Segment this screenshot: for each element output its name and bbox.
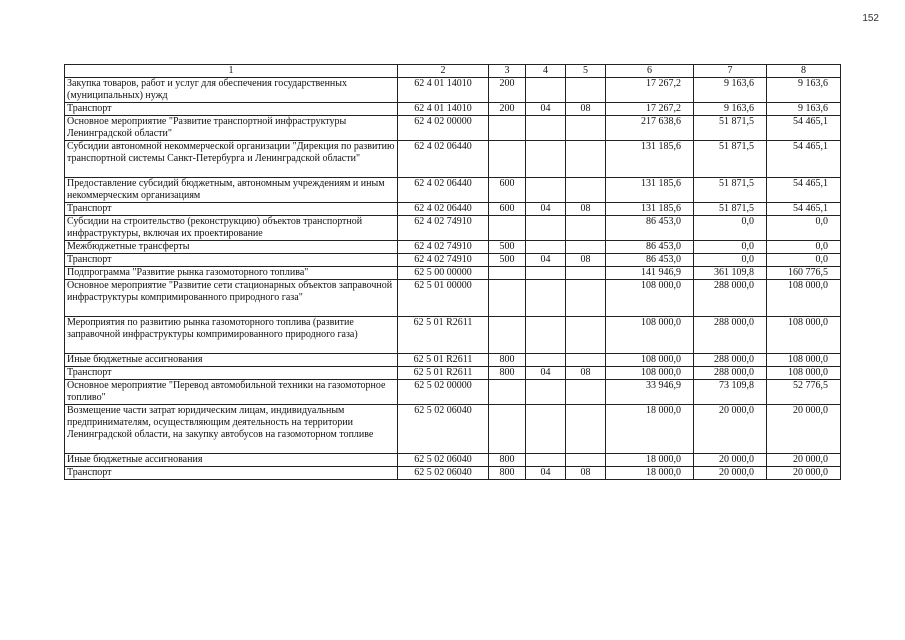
amount-year1-cell: 131 185,6: [606, 178, 694, 203]
amount-year2-cell: 51 871,5: [694, 178, 767, 203]
section-cell: 04: [526, 467, 566, 480]
table-row: [65, 354, 841, 367]
table-row: [65, 267, 841, 280]
expense-type-cell: [489, 141, 526, 178]
amount-year1-cell: 17 267,2: [606, 78, 694, 103]
amount-year3-cell: 54 465,1: [767, 178, 841, 203]
expense-type-cell: 600: [489, 178, 526, 203]
section-cell: [526, 241, 566, 254]
row-name-cell: Основное мероприятие "Развитие транспортной инфраструктуры Ленинградской области": [65, 116, 398, 141]
section-cell: [526, 280, 566, 317]
subsection-cell: [566, 78, 606, 103]
amount-year1-cell: 18 000,0: [606, 467, 694, 480]
amount-year1-cell: 86 453,0: [606, 216, 694, 241]
amount-year1-cell: 108 000,0: [606, 354, 694, 367]
budget-code-cell: 62 5 01 R2611: [398, 367, 489, 380]
budget-code-cell: 62 4 02 00000: [398, 116, 489, 141]
section-cell: [526, 267, 566, 280]
amount-year3-cell: 54 465,1: [767, 116, 841, 141]
table-row: [65, 317, 841, 354]
subsection-cell: [566, 141, 606, 178]
amount-year2-cell: 0,0: [694, 216, 767, 241]
expense-type-cell: [489, 267, 526, 280]
header-row: [65, 65, 841, 78]
amount-year1-cell: 108 000,0: [606, 280, 694, 317]
table-body: [65, 65, 841, 480]
budget-code-cell: 62 5 01 00000: [398, 280, 489, 317]
amount-year3-cell: 0,0: [767, 241, 841, 254]
subsection-cell: [566, 380, 606, 405]
amount-year1-cell: 141 946,9: [606, 267, 694, 280]
amount-year2-cell: 288 000,0: [694, 317, 767, 354]
amount-year3-cell: 0,0: [767, 216, 841, 241]
section-cell: [526, 380, 566, 405]
amount-year3-cell: 20 000,0: [767, 405, 841, 454]
budget-table: [64, 64, 841, 480]
amount-year2-cell: 0,0: [694, 241, 767, 254]
table-row: [65, 178, 841, 203]
subsection-cell: [566, 354, 606, 367]
subsection-cell: [566, 267, 606, 280]
expense-type-cell: 800: [489, 367, 526, 380]
budget-code-cell: 62 4 01 14010: [398, 103, 489, 116]
budget-code-cell: 62 5 00 00000: [398, 267, 489, 280]
amount-year3-cell: 9 163,6: [767, 78, 841, 103]
amount-year3-cell: 54 465,1: [767, 141, 841, 178]
column-header: 1: [65, 65, 398, 78]
amount-year1-cell: 131 185,6: [606, 141, 694, 178]
row-name-cell: Межбюджетные трансферты: [65, 241, 398, 254]
expense-type-cell: [489, 405, 526, 454]
amount-year3-cell: 0,0: [767, 254, 841, 267]
row-name-cell: Возмещение части затрат юридическим лицам, индивидуальным предпринимателям, осуществляющим деятельность на территории Ленинградской области, на закупку автобусов на газомоторном топливе: [65, 405, 398, 454]
budget-code-cell: 62 5 01 R2611: [398, 354, 489, 367]
amount-year1-cell: 18 000,0: [606, 405, 694, 454]
amount-year1-cell: 17 267,2: [606, 103, 694, 116]
table-row: [65, 254, 841, 267]
amount-year1-cell: 33 946,9: [606, 380, 694, 405]
row-name-cell: Предоставление субсидий бюджетным, автономным учреждениям и иным некоммерческим организациям: [65, 178, 398, 203]
table-row: [65, 241, 841, 254]
row-name-cell: Транспорт: [65, 254, 398, 267]
section-cell: [526, 405, 566, 454]
budget-code-cell: 62 4 02 74910: [398, 216, 489, 241]
amount-year1-cell: 86 453,0: [606, 241, 694, 254]
column-header: 2: [398, 65, 489, 78]
section-cell: [526, 354, 566, 367]
amount-year1-cell: 18 000,0: [606, 454, 694, 467]
budget-code-cell: 62 4 02 74910: [398, 254, 489, 267]
budget-code-cell: 62 4 02 06440: [398, 203, 489, 216]
amount-year2-cell: 20 000,0: [694, 454, 767, 467]
amount-year1-cell: 108 000,0: [606, 317, 694, 354]
section-cell: 04: [526, 203, 566, 216]
amount-year3-cell: 108 000,0: [767, 317, 841, 354]
amount-year3-cell: 20 000,0: [767, 454, 841, 467]
subsection-cell: 08: [566, 367, 606, 380]
table-row: [65, 216, 841, 241]
subsection-cell: [566, 280, 606, 317]
subsection-cell: [566, 241, 606, 254]
row-name-cell: Транспорт: [65, 367, 398, 380]
amount-year2-cell: 288 000,0: [694, 367, 767, 380]
table-row: [65, 380, 841, 405]
section-cell: [526, 178, 566, 203]
row-name-cell: Иные бюджетные ассигнования: [65, 354, 398, 367]
expense-type-cell: 500: [489, 254, 526, 267]
amount-year3-cell: 160 776,5: [767, 267, 841, 280]
section-cell: [526, 78, 566, 103]
row-name-cell: Транспорт: [65, 203, 398, 216]
section-cell: [526, 454, 566, 467]
subsection-cell: [566, 178, 606, 203]
expense-type-cell: [489, 216, 526, 241]
table-row: [65, 203, 841, 216]
expense-type-cell: 200: [489, 78, 526, 103]
expense-type-cell: [489, 280, 526, 317]
amount-year3-cell: 9 163,6: [767, 103, 841, 116]
row-name-cell: Субсидии автономной некоммерческой организации "Дирекция по развитию транспортной системы Санкт-Петербурга и Ленинградской области": [65, 141, 398, 178]
table-row: [65, 454, 841, 467]
table-row: [65, 467, 841, 480]
column-header: 4: [526, 65, 566, 78]
expense-type-cell: 500: [489, 241, 526, 254]
row-name-cell: Мероприятия по развитию рынка газомоторного топлива (развитие заправочной инфраструктуры компримированного природного газа): [65, 317, 398, 354]
amount-year2-cell: 73 109,8: [694, 380, 767, 405]
budget-code-cell: 62 4 02 74910: [398, 241, 489, 254]
budget-code-cell: 62 5 02 00000: [398, 380, 489, 405]
subsection-cell: 08: [566, 203, 606, 216]
budget-code-cell: 62 5 02 06040: [398, 454, 489, 467]
amount-year1-cell: 108 000,0: [606, 367, 694, 380]
table-row: [65, 116, 841, 141]
subsection-cell: 08: [566, 103, 606, 116]
table-row: [65, 367, 841, 380]
amount-year1-cell: 217 638,6: [606, 116, 694, 141]
section-cell: 04: [526, 367, 566, 380]
budget-code-cell: 62 5 01 R2611: [398, 317, 489, 354]
section-cell: [526, 141, 566, 178]
subsection-cell: 08: [566, 467, 606, 480]
amount-year2-cell: 20 000,0: [694, 405, 767, 454]
amount-year2-cell: 20 000,0: [694, 467, 767, 480]
row-name-cell: Подпрограмма "Развитие рынка газомоторного топлива": [65, 267, 398, 280]
section-cell: [526, 216, 566, 241]
expense-type-cell: [489, 380, 526, 405]
budget-code-cell: 62 4 02 06440: [398, 141, 489, 178]
amount-year2-cell: 9 163,6: [694, 103, 767, 116]
subsection-cell: [566, 405, 606, 454]
budget-code-cell: 62 5 02 06040: [398, 405, 489, 454]
row-name-cell: Основное мероприятие "Перевод автомобильной техники на газомоторное топливо": [65, 380, 398, 405]
table-row: [65, 280, 841, 317]
amount-year2-cell: 288 000,0: [694, 354, 767, 367]
amount-year2-cell: 51 871,5: [694, 141, 767, 178]
subsection-cell: [566, 454, 606, 467]
budget-code-cell: 62 4 02 06440: [398, 178, 489, 203]
subsection-cell: [566, 216, 606, 241]
column-header: 3: [489, 65, 526, 78]
expense-type-cell: 800: [489, 467, 526, 480]
row-name-cell: Закупка товаров, работ и услуг для обеспечения государственных (муниципальных) нужд: [65, 78, 398, 103]
amount-year3-cell: 108 000,0: [767, 354, 841, 367]
amount-year3-cell: 54 465,1: [767, 203, 841, 216]
budget-code-cell: 62 4 01 14010: [398, 78, 489, 103]
amount-year2-cell: 361 109,8: [694, 267, 767, 280]
row-name-cell: Основное мероприятие "Развитие сети стационарных объектов заправочной инфраструктуры компримированного природного газа": [65, 280, 398, 317]
amount-year1-cell: 86 453,0: [606, 254, 694, 267]
amount-year1-cell: 131 185,6: [606, 203, 694, 216]
amount-year2-cell: 0,0: [694, 254, 767, 267]
column-header: 7: [694, 65, 767, 78]
amount-year2-cell: 288 000,0: [694, 280, 767, 317]
row-name-cell: Транспорт: [65, 103, 398, 116]
section-cell: 04: [526, 254, 566, 267]
section-cell: [526, 116, 566, 141]
expense-type-cell: 800: [489, 354, 526, 367]
section-cell: [526, 317, 566, 354]
subsection-cell: 08: [566, 254, 606, 267]
amount-year3-cell: 108 000,0: [767, 280, 841, 317]
subsection-cell: [566, 116, 606, 141]
row-name-cell: Иные бюджетные ассигнования: [65, 454, 398, 467]
budget-code-cell: 62 5 02 06040: [398, 467, 489, 480]
amount-year2-cell: 51 871,5: [694, 116, 767, 141]
table-row: [65, 103, 841, 116]
expense-type-cell: 800: [489, 454, 526, 467]
expense-type-cell: [489, 116, 526, 141]
amount-year3-cell: 52 776,5: [767, 380, 841, 405]
row-name-cell: Транспорт: [65, 467, 398, 480]
expense-type-cell: 200: [489, 103, 526, 116]
row-name-cell: Субсидии на строительство (реконструкцию) объектов транспортной инфраструктуры, включая их проектирование: [65, 216, 398, 241]
subsection-cell: [566, 317, 606, 354]
section-cell: 04: [526, 103, 566, 116]
table-row: [65, 78, 841, 103]
column-header: 6: [606, 65, 694, 78]
page-number: 152: [862, 13, 879, 24]
expense-type-cell: [489, 317, 526, 354]
table-row: [65, 405, 841, 454]
amount-year3-cell: 108 000,0: [767, 367, 841, 380]
amount-year2-cell: 9 163,6: [694, 78, 767, 103]
column-header: 5: [566, 65, 606, 78]
table-row: [65, 141, 841, 178]
amount-year2-cell: 51 871,5: [694, 203, 767, 216]
expense-type-cell: 600: [489, 203, 526, 216]
amount-year3-cell: 20 000,0: [767, 467, 841, 480]
column-header: 8: [767, 65, 841, 78]
